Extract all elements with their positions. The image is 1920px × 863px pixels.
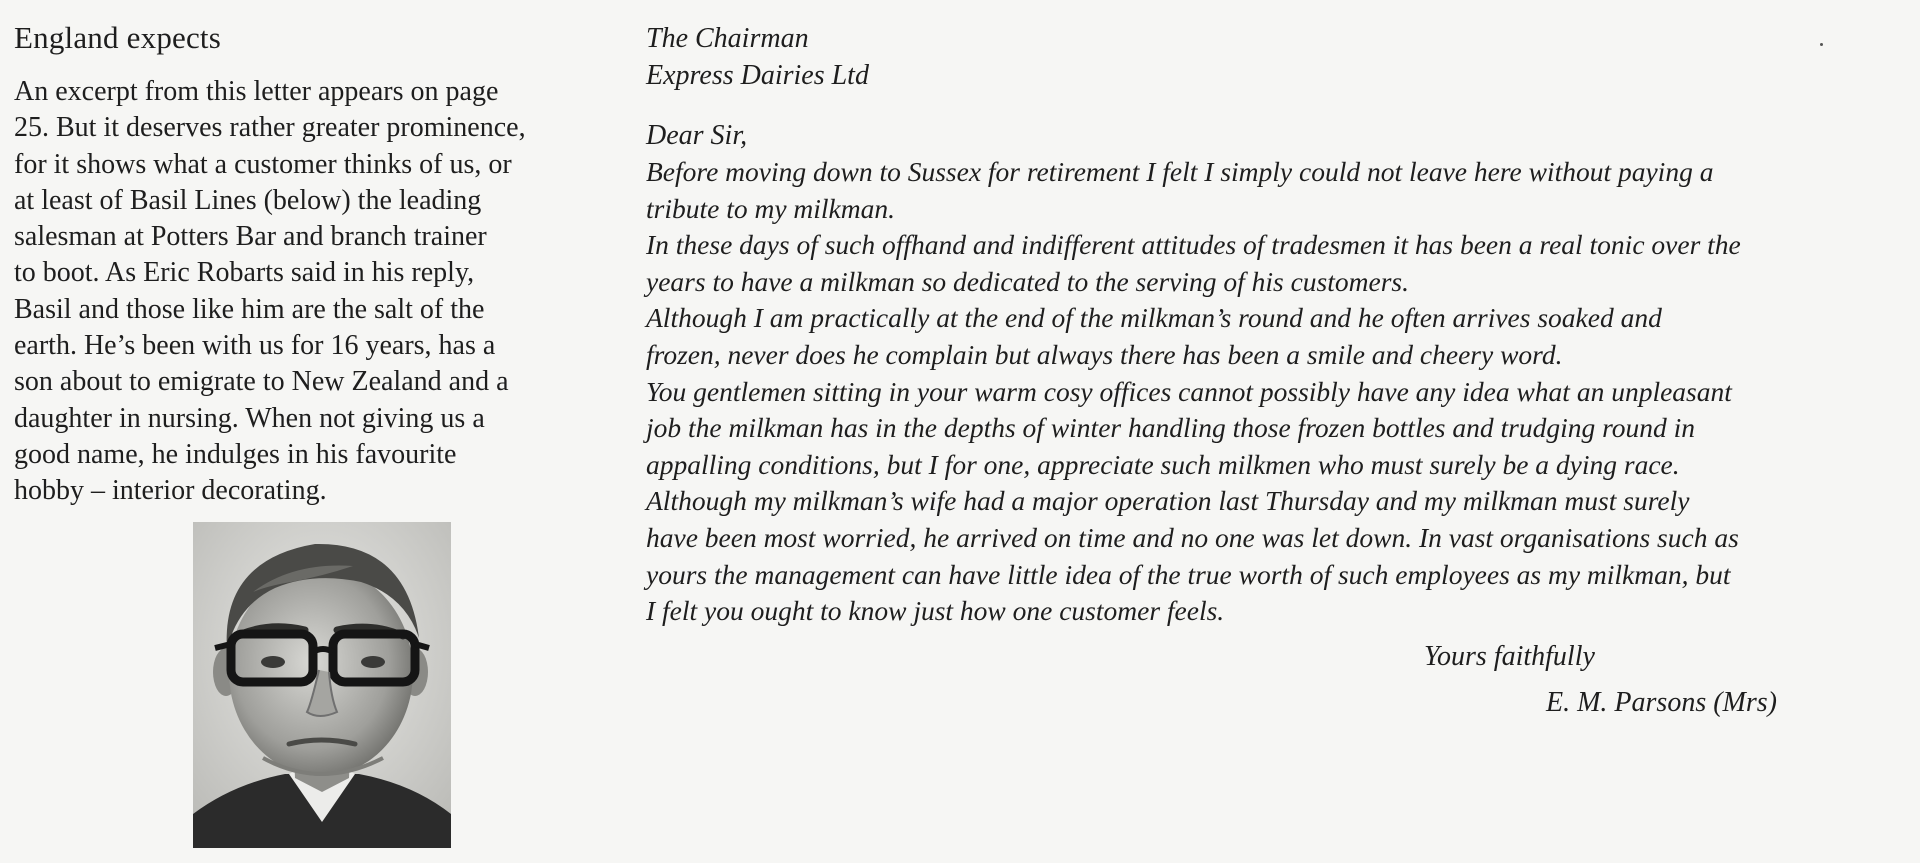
letter-signature: E. M. Parsons (Mrs)	[1546, 687, 1777, 718]
intro-line: for it shows what a customer thinks of us, or	[14, 148, 512, 180]
addressee-line: Express Dairies Ltd	[646, 60, 869, 91]
intro-line: to boot. As Eric Robarts said in his reply,	[14, 257, 475, 289]
addressee-line: The Chairman	[646, 23, 809, 54]
letter-body-line: job the milkman has in the depths of winter handling those frozen bottles and trudging round in	[646, 412, 1696, 444]
intro-line: salesman at Potters Bar and branch trainer	[14, 221, 487, 253]
letter	[646, 20, 1906, 630]
print-speck	[1820, 43, 1823, 46]
letter-body-line: yours the management can have little idea of the true worth of such employees as my milkman, but	[646, 558, 1731, 590]
letter-body	[646, 154, 1906, 630]
letter-body-line: I felt you ought to know just how one customer feels.	[646, 595, 1225, 627]
letter-body-line: frozen, never does he complain but always there has been a smile and cheery word.	[646, 338, 1563, 370]
letter-salutation: Dear Sir,	[646, 120, 748, 151]
letter-body-line: years to have a milkman so dedicated to the serving of his customers.	[646, 265, 1409, 297]
letter-closing: Yours faithfully	[1424, 641, 1595, 672]
intro-line: Basil and those like him are the salt of the	[14, 293, 485, 325]
letter-body-line: tribute to my milkman.	[646, 192, 895, 224]
intro-line: son about to emigrate to New Zealand and a	[14, 366, 509, 398]
letter-addressee	[646, 20, 1906, 94]
portrait-illustration	[193, 522, 451, 848]
intro-line: 25. But it deserves rather greater prominence,	[14, 112, 526, 144]
intro-line: hobby – interior decorating.	[14, 475, 327, 507]
intro-line: daughter in nursing. When not giving us a	[14, 402, 485, 434]
article-column	[14, 14, 634, 510]
intro-line: An excerpt from this letter appears on page	[14, 76, 499, 107]
letter-body-line: have been most worried, he arrived on time and no one was let down. In vast organisations such as	[646, 521, 1739, 553]
portrait-photo	[193, 522, 451, 848]
letter-body-line: appalling conditions, but I for one, appreciate such milkmen who must surely be a dying race.	[646, 448, 1680, 480]
article-intro	[14, 74, 634, 510]
intro-line: good name, he indulges in his favourite	[14, 438, 457, 470]
article-headline: England expects	[14, 20, 222, 55]
letter-body-line: In these days of such offhand and indifferent attitudes of tradesmen it has been a real tonic over the	[646, 229, 1741, 261]
letter-body-line: Before moving down to Sussex for retirement I felt I simply could not leave here without paying a	[646, 156, 1714, 187]
intro-line: earth. He’s been with us for 16 years, has a	[14, 330, 496, 362]
letter-body-line: Although I am practically at the end of the milkman’s round and he often arrives soaked and	[646, 302, 1662, 334]
intro-line: at least of Basil Lines (below) the leading	[14, 184, 482, 216]
letter-body-line: Although my milkman’s wife had a major operation last Thursday and my milkman must surely	[646, 485, 1690, 517]
letter-body-line: You gentlemen sitting in your warm cosy offices cannot possibly have any idea what an unpleasant	[646, 375, 1732, 407]
